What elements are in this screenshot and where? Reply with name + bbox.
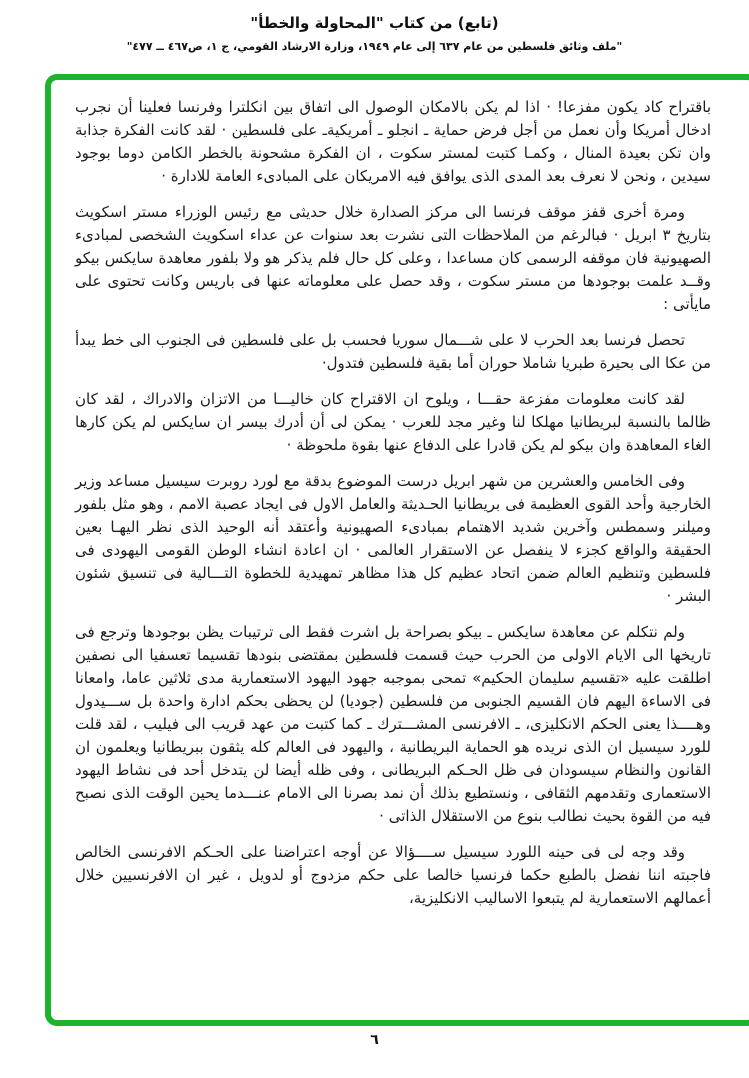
paragraph-6: ولم نتكلم عن معاهدة سايكس ـ بيكو بصراحة بل اشرت فقط الى ترتيبات يظن بوجودها وترجع فى تاريخها الى الايام الاولى من الحرب حيث قسمت فلسطين بمقتضى بنودها تقسيما تعسفيا الى نصفين اطلقت عليه «تقسيم سليمان الحكيم» تمحى بموجبه جهود اليهود الاستعمارية مدى ثلاثين عاما، وامعانا فى الاساءة اليهم فان القسيم الجنوبى من فلسطين (جوديا) لن يحظى بحكم ادارة واحدة بل ســـيدول وهــــذا يعنى الحكم الانكليزى، ـ الافرنسى المشـــترك ـ كما كتبت من عهد قريب الى فيليب ، لقد قلت للورد سيسيل ان الذى نريده هو الحماية البريطانية ، واليهود فى العالم كله يثقون ببريطانيا ويعلمون ان القانون والنظام سيسودان فى ظل الحـكم البريطانى ، وفى ظله أيضا لن يتدخل أحد فى نشاط اليهود الاستعمارى وتقدمهم الثقافى ، ونستطيع بذلك أن نمد بصرنا الى الامام عنـــدما يحين الوقت الذى نصبح فيه من القوة بحيث نطالب بنوع من الاستقلال الذاتى · bbox=[75, 623, 711, 825]
paragraph-3: تحصل فرنسا بعد الحرب لا على شـــمال سوريا فحسب بل على فلسطين فى الجنوب الى خط يبدأ من عكا الى بحيرة طبريا شاملا حوران أما بقية فلسطين فتدول· bbox=[75, 331, 711, 372]
paragraph-2: ومرة أخرى قفز موقف فرنسا الى مركز الصدارة خلال حديثى مع رئيس الوزراء مستر اسكويث بتاريخ ٣ ابريل · فبالرغم من الملاحظات التى نشرت بعد سنوات عن عداء اسكويث الشخصى لمبادىء الصهيونية فان موقفه الرسمى كان مساعدا ، وعلى كل حال فلم يذكر هو ولا بلفور معاهدة سايكس بيكو وقــد علمت بوجودها من مستر سكوت ، وقد حصل على معلوماته عنها فى باريس وكانت تحتوى على مايأتى : bbox=[75, 203, 711, 313]
page-number: ٦ bbox=[370, 1032, 379, 1048]
content-frame bbox=[45, 74, 749, 1026]
page-header bbox=[0, 0, 749, 53]
paragraph-7: وقد وجه لى فى حينه اللورد سيسيل ســــؤالا عن أوجه اعتراضنا على الحـكم الافرنسى الخالص فاجبته اننا نفضل بالطبع حكما فرنسيا خالصا على حكم مزدوج أو لدويل ، غير ان الافرنسيين خلال أعمالهم الاستعمارية لم يتبعوا الاساليب الانكليزية، bbox=[75, 843, 711, 907]
source-citation: "ملف وثائق فلسطين من عام ٦٣٧ إلى عام ١٩٤٩، وزارة الارشاد القومي، ج ١، ص٤٦٧ ــ ٤٧٧" bbox=[126, 40, 623, 53]
paragraph-4: لقد كانت معلومات مفزعة حقـــا ، ويلوح ان الاقتراح كان خاليـــا من الاتزان والادراك ، لقد كان ظالما بالنسبة لبريطانيا مهلكا لنا وغير مجد للعرب · يمكن لى أن أدرك بيسر ان سايكس لم يكن كارها الغاء المعاهدة وان بيكو لم يكن قادرا على الدفاع عنها بقوة ملحوظة · bbox=[75, 390, 711, 454]
paragraph-5: وفى الخامس والعشرين من شهر ابريل درست الموضوع بدقة مع لورد روبرت سيسيل مساعد وزير الخارجية وأحد القوى العظيمة فى بريطانيا الحـديثة والعامل الاول فى ايجاد عصبة الامم ، وهو مثل بلفور وميلنر وسمطس وآخرين شديد الاهتمام بمبادىء الصهيونية وأعتقد أنه الوحيد الذى نظر اليهـا بعين الحقيقة والواقع كجزء لا ينفصل عن الاستقرار العالمى · ان اعادة انشاء الوطن القومى اليهودى فى فلسطين وتنظيم العالم ضمن اتحاد عظيم كل هذا مظاهر تمهيدية للخطوة التـــالية فى تنسيق شئون البشر · bbox=[75, 472, 711, 605]
paragraph-1: باقتراح كاد يكون مفزعا! · اذا لم يكن بالامكان الوصول الى اتفاق بين انكلترا وفرنسا فعلينا أن نجرب ادخال أمريكا وأن نعمل من أجل فرض حماية ـ انجلو ـ أمريكيةـ على فلسطين · لقد كانت الفكرة جذابة وان تكن بعيدة المنال ، وكمـا كتبت لمستر سكوت ، ان الفكرة مشحونة بالخطر الكامن دوما بوجود سيدين ، ونحن لا نعرف بعد المدى الذى يوافق فيه الامريكان على المبادىء العامة للادارة · bbox=[75, 98, 711, 185]
book-title: (تابع) من كتاب "المحاولة والخطأ" bbox=[250, 14, 499, 32]
